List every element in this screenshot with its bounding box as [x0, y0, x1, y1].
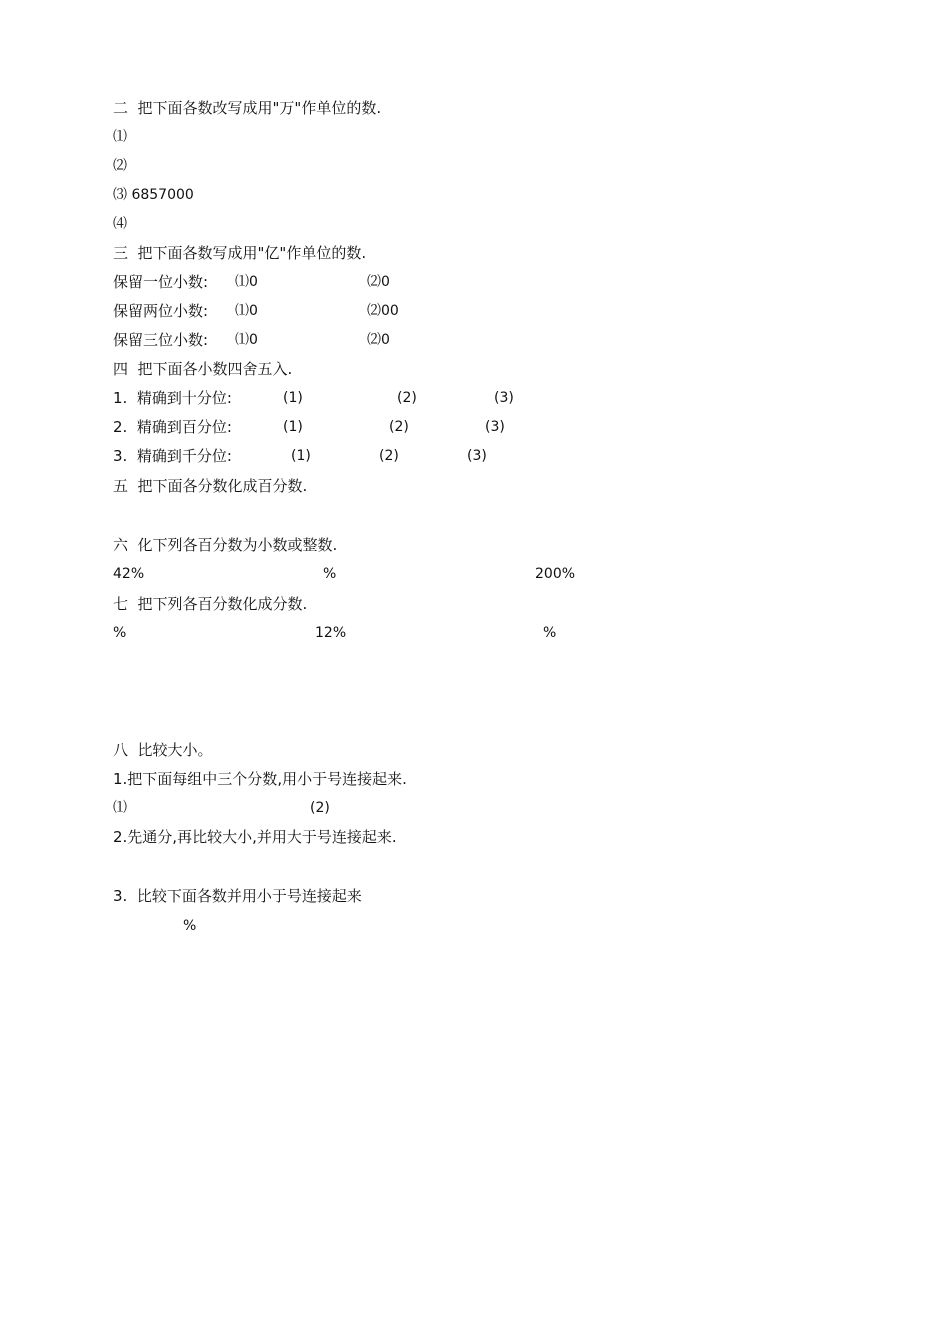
section-3-row-2-b: ⑵00: [367, 303, 399, 319]
section-2-item-3: ⑶ 6857000: [113, 187, 194, 203]
section-3-row-3-label: 保留三位小数:: [113, 331, 209, 349]
section-8-question-2: 2.先通分,再比较大小,并用大于号连接起来.: [113, 828, 397, 846]
section-6-title: 六 化下列各百分数为小数或整数.: [113, 536, 338, 554]
section-3-row-2-a: ⑴0: [235, 303, 258, 319]
section-8-question-1: 1.把下面每组中三个分数,用小于号连接起来.: [113, 770, 407, 788]
section-3-row-1-b: ⑵0: [367, 274, 390, 290]
section-4-row-1-label: 1. 精确到十分位:: [113, 389, 232, 407]
section-5-title: 五 把下面各分数化成百分数.: [113, 477, 308, 495]
section-4-row-1-c: (3): [494, 390, 514, 406]
section-3-row-1-a: ⑴0: [235, 274, 258, 290]
section-8-question-1-a: ⑴: [113, 800, 127, 816]
section-8-question-1-b: (2): [310, 800, 330, 816]
section-4-row-2-label: 2. 精确到百分位:: [113, 418, 232, 436]
section-3-row-3-a: ⑴0: [235, 332, 258, 348]
section-8-question-3-percent: %: [183, 918, 197, 934]
section-4-row-1-b: (2): [397, 390, 417, 406]
section-2-item-1: ⑴: [113, 129, 127, 145]
section-3-row-2-label: 保留两位小数:: [113, 302, 209, 320]
section-4-row-3-c: (3): [467, 448, 487, 464]
section-4-row-2-a: (1): [283, 419, 303, 435]
section-7-item-1: %: [113, 625, 127, 641]
section-7-title: 七 把下列各百分数化成分数.: [113, 595, 308, 613]
section-2-item-2: ⑵: [113, 158, 127, 174]
section-3-title: 三 把下面各数写成用"亿"作单位的数.: [113, 244, 367, 262]
section-4-row-2-c: (3): [485, 419, 505, 435]
section-7-item-3: %: [543, 625, 557, 641]
section-8-question-3: 3. 比较下面各数并用小于号连接起来: [113, 887, 362, 905]
section-7-item-2: 12%: [315, 625, 347, 641]
section-6-item-2: %: [323, 566, 337, 582]
section-2-title: 二 把下面各数改写成用"万"作单位的数.: [113, 99, 382, 117]
section-4-row-3-a: (1): [291, 448, 311, 464]
section-3-row-3-b: ⑵0: [367, 332, 390, 348]
section-8-title: 八 比较大小。: [113, 741, 213, 759]
section-2-item-4: ⑷: [113, 216, 127, 232]
section-4-row-3-label: 3. 精确到千分位:: [113, 447, 232, 465]
section-6-item-1: 42%: [113, 566, 145, 582]
section-4-row-2-b: (2): [389, 419, 409, 435]
section-4-title: 四 把下面各小数四舍五入.: [113, 360, 293, 378]
section-6-item-3: 200%: [535, 566, 576, 582]
section-3-row-1-label: 保留一位小数:: [113, 273, 209, 291]
section-4-row-3-b: (2): [379, 448, 399, 464]
section-4-row-1-a: (1): [283, 390, 303, 406]
